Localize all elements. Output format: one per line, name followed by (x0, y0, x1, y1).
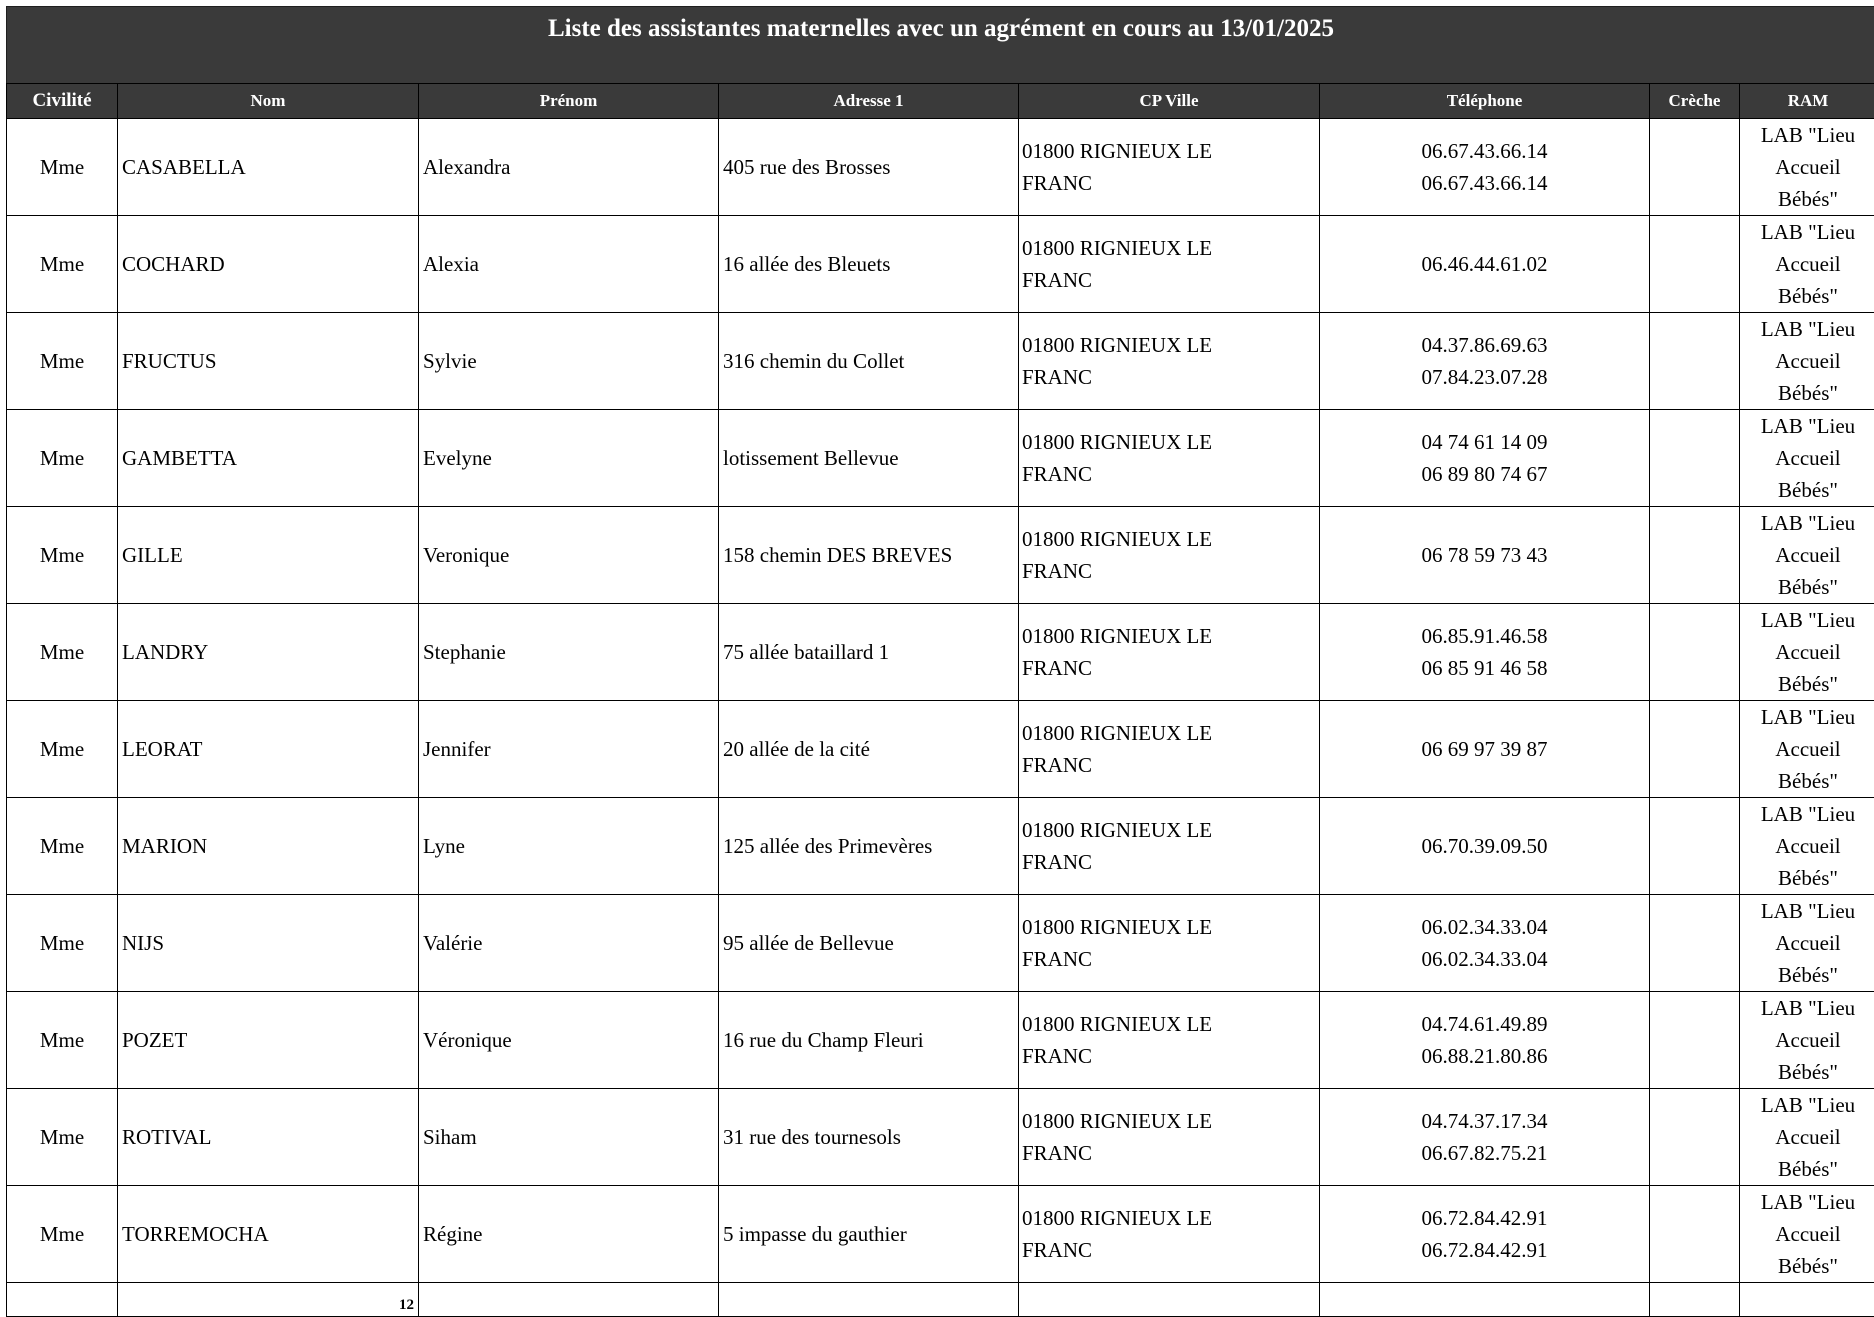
ram-line-1: LAB "Lieu Accueil (1742, 604, 1874, 668)
phone-1: 06 78 59 73 43 (1324, 539, 1645, 571)
cell-creche (1650, 216, 1740, 313)
cell-adresse: 125 allée des Primevères (719, 798, 1019, 895)
childminders-table (6, 83, 1874, 1317)
cell-civilite: Mme (7, 604, 118, 701)
cell-nom: FRUCTUS (118, 313, 419, 410)
header-creche: Crèche (1650, 84, 1740, 119)
cell-adresse: 31 rue des tournesols (719, 1089, 1019, 1186)
cell-nom: MARION (118, 798, 419, 895)
cell-cp-ville (1019, 1089, 1320, 1186)
ram-line-2: Bébés" (1742, 1056, 1874, 1088)
cell-nom: LEORAT (118, 701, 419, 798)
phone-2: 06 89 80 74 67 (1324, 458, 1645, 490)
total-count: 12 (118, 1283, 419, 1317)
cell-cp-ville (1019, 895, 1320, 992)
phone-2: 06.88.21.80.86 (1324, 1040, 1645, 1072)
total-cell (419, 1283, 719, 1317)
phone-2: 06.72.84.42.91 (1324, 1234, 1645, 1266)
cell-prenom: Evelyne (419, 410, 719, 507)
cell-nom: GAMBETTA (118, 410, 419, 507)
cell-telephone (1320, 895, 1650, 992)
cell-telephone (1320, 992, 1650, 1089)
phone-2: 06.67.82.75.21 (1324, 1137, 1645, 1169)
cell-nom: TORREMOCHA (118, 1186, 419, 1283)
cell-telephone (1320, 798, 1650, 895)
cell-telephone (1320, 604, 1650, 701)
table-row (7, 992, 1874, 1089)
cp-line-1: 01800 RIGNIEUX LE (1022, 1105, 1315, 1137)
cp-line-2: FRANC (1022, 943, 1315, 975)
phone-2: 06.67.43.66.14 (1324, 167, 1645, 199)
cell-prenom: Stephanie (419, 604, 719, 701)
ram-line-2: Bébés" (1742, 377, 1874, 409)
table-row (7, 313, 1874, 410)
cp-line-1: 01800 RIGNIEUX LE (1022, 1008, 1315, 1040)
phone-1: 06 69 97 39 87 (1324, 733, 1645, 765)
table-row (7, 119, 1874, 216)
ram-line-2: Bébés" (1742, 1250, 1874, 1282)
cell-civilite: Mme (7, 216, 118, 313)
cp-line-1: 01800 RIGNIEUX LE (1022, 717, 1315, 749)
cp-line-2: FRANC (1022, 1137, 1315, 1169)
cell-creche (1650, 1186, 1740, 1283)
cell-nom: POZET (118, 992, 419, 1089)
cell-cp-ville (1019, 410, 1320, 507)
cell-civilite: Mme (7, 410, 118, 507)
cell-creche (1650, 1089, 1740, 1186)
cell-adresse: 316 chemin du Collet (719, 313, 1019, 410)
cell-civilite: Mme (7, 507, 118, 604)
sheet-title: Liste des assistantes maternelles avec un agrément en cours au 13/01/2025 (6, 6, 1874, 83)
cp-line-1: 01800 RIGNIEUX LE (1022, 329, 1315, 361)
table-row (7, 1186, 1874, 1283)
cell-creche (1650, 507, 1740, 604)
cell-telephone (1320, 1186, 1650, 1283)
cell-ram (1740, 1089, 1874, 1186)
cell-prenom: Alexandra (419, 119, 719, 216)
cell-cp-ville (1019, 119, 1320, 216)
cell-adresse: lotissement Bellevue (719, 410, 1019, 507)
cell-prenom: Sylvie (419, 313, 719, 410)
header-prenom: Prénom (419, 84, 719, 119)
cell-ram (1740, 798, 1874, 895)
cell-telephone (1320, 701, 1650, 798)
header-ram: RAM (1740, 84, 1874, 119)
cell-civilite: Mme (7, 1089, 118, 1186)
phone-1: 06.85.91.46.58 (1324, 620, 1645, 652)
phone-1: 06.46.44.61.02 (1324, 248, 1645, 280)
cell-civilite: Mme (7, 992, 118, 1089)
spreadsheet (6, 6, 1874, 1317)
ram-line-1: LAB "Lieu Accueil (1742, 313, 1874, 377)
ram-line-1: LAB "Lieu Accueil (1742, 507, 1874, 571)
ram-line-2: Bébés" (1742, 862, 1874, 894)
cell-cp-ville (1019, 604, 1320, 701)
phone-1: 06.02.34.33.04 (1324, 911, 1645, 943)
cp-line-2: FRANC (1022, 846, 1315, 878)
table-row (7, 216, 1874, 313)
cell-creche (1650, 410, 1740, 507)
cell-nom: CASABELLA (118, 119, 419, 216)
header-telephone: Téléphone (1320, 84, 1650, 119)
cp-line-1: 01800 RIGNIEUX LE (1022, 426, 1315, 458)
cell-telephone (1320, 507, 1650, 604)
cell-civilite: Mme (7, 119, 118, 216)
phone-2: 06 85 91 46 58 (1324, 652, 1645, 684)
ram-line-2: Bébés" (1742, 474, 1874, 506)
table-row (7, 1089, 1874, 1186)
cell-ram (1740, 1186, 1874, 1283)
cell-adresse: 95 allée de Bellevue (719, 895, 1019, 992)
cell-prenom: Lyne (419, 798, 719, 895)
table-row (7, 410, 1874, 507)
total-cell (7, 1283, 118, 1317)
cp-line-2: FRANC (1022, 361, 1315, 393)
cp-line-2: FRANC (1022, 1234, 1315, 1266)
ram-line-1: LAB "Lieu Accueil (1742, 216, 1874, 280)
cell-creche (1650, 895, 1740, 992)
cell-cp-ville (1019, 701, 1320, 798)
ram-line-2: Bébés" (1742, 1153, 1874, 1185)
cell-telephone (1320, 313, 1650, 410)
cell-ram (1740, 410, 1874, 507)
cell-civilite: Mme (7, 798, 118, 895)
cell-prenom: Valérie (419, 895, 719, 992)
phone-1: 04.74.37.17.34 (1324, 1105, 1645, 1137)
cell-cp-ville (1019, 798, 1320, 895)
cp-line-2: FRANC (1022, 264, 1315, 296)
cell-ram (1740, 216, 1874, 313)
phone-2: 07.84.23.07.28 (1324, 361, 1645, 393)
cell-creche (1650, 798, 1740, 895)
cell-adresse: 405 rue des Brosses (719, 119, 1019, 216)
cell-nom: COCHARD (118, 216, 419, 313)
phone-1: 06.70.39.09.50 (1324, 830, 1645, 862)
cell-prenom: Régine (419, 1186, 719, 1283)
table-row (7, 895, 1874, 992)
cell-creche (1650, 313, 1740, 410)
cell-telephone (1320, 410, 1650, 507)
table-row (7, 604, 1874, 701)
cell-adresse: 5 impasse du gauthier (719, 1186, 1019, 1283)
cell-prenom: Alexia (419, 216, 719, 313)
cp-line-2: FRANC (1022, 555, 1315, 587)
phone-1: 04.74.61.49.89 (1324, 1008, 1645, 1040)
cp-line-1: 01800 RIGNIEUX LE (1022, 135, 1315, 167)
cell-adresse: 20 allée de la cité (719, 701, 1019, 798)
total-cell (719, 1283, 1019, 1317)
total-cell (1650, 1283, 1740, 1317)
cell-creche (1650, 604, 1740, 701)
ram-line-1: LAB "Lieu Accueil (1742, 1186, 1874, 1250)
table-row (7, 701, 1874, 798)
ram-line-1: LAB "Lieu Accueil (1742, 410, 1874, 474)
cell-creche (1650, 119, 1740, 216)
total-row (7, 1283, 1874, 1317)
phone-1: 04.37.86.69.63 (1324, 329, 1645, 361)
phone-2: 06.02.34.33.04 (1324, 943, 1645, 975)
total-cell (1740, 1283, 1874, 1317)
cell-ram (1740, 895, 1874, 992)
cell-cp-ville (1019, 216, 1320, 313)
cell-ram (1740, 604, 1874, 701)
cell-adresse: 16 rue du Champ Fleuri (719, 992, 1019, 1089)
cell-adresse: 75 allée bataillard 1 (719, 604, 1019, 701)
cell-cp-ville (1019, 1186, 1320, 1283)
cp-line-2: FRANC (1022, 167, 1315, 199)
table-row (7, 507, 1874, 604)
cell-prenom: Siham (419, 1089, 719, 1186)
cell-cp-ville (1019, 992, 1320, 1089)
ram-line-2: Bébés" (1742, 668, 1874, 700)
cp-line-2: FRANC (1022, 458, 1315, 490)
cell-nom: ROTIVAL (118, 1089, 419, 1186)
header-nom: Nom (118, 84, 419, 119)
cp-line-2: FRANC (1022, 652, 1315, 684)
phone-1: 06.72.84.42.91 (1324, 1202, 1645, 1234)
cell-civilite: Mme (7, 701, 118, 798)
cp-line-2: FRANC (1022, 1040, 1315, 1072)
header-row (7, 84, 1874, 119)
cell-adresse: 158 chemin DES BREVES (719, 507, 1019, 604)
cell-nom: GILLE (118, 507, 419, 604)
phone-1: 04 74 61 14 09 (1324, 426, 1645, 458)
ram-line-2: Bébés" (1742, 959, 1874, 991)
cell-cp-ville (1019, 507, 1320, 604)
ram-line-1: LAB "Lieu Accueil (1742, 992, 1874, 1056)
ram-line-1: LAB "Lieu Accueil (1742, 1089, 1874, 1153)
ram-line-1: LAB "Lieu Accueil (1742, 798, 1874, 862)
cell-ram (1740, 313, 1874, 410)
cp-line-1: 01800 RIGNIEUX LE (1022, 523, 1315, 555)
cell-civilite: Mme (7, 895, 118, 992)
cell-telephone (1320, 216, 1650, 313)
cell-ram (1740, 701, 1874, 798)
cell-telephone (1320, 1089, 1650, 1186)
ram-line-2: Bébés" (1742, 765, 1874, 797)
cell-creche (1650, 992, 1740, 1089)
ram-line-2: Bébés" (1742, 571, 1874, 603)
ram-line-1: LAB "Lieu Accueil (1742, 119, 1874, 183)
cell-creche (1650, 701, 1740, 798)
cp-line-1: 01800 RIGNIEUX LE (1022, 814, 1315, 846)
ram-line-1: LAB "Lieu Accueil (1742, 701, 1874, 765)
cell-adresse: 16 allée des Bleuets (719, 216, 1019, 313)
cell-civilite: Mme (7, 313, 118, 410)
cell-prenom: Veronique (419, 507, 719, 604)
cp-line-1: 01800 RIGNIEUX LE (1022, 232, 1315, 264)
header-cp-ville: CP Ville (1019, 84, 1320, 119)
total-cell (1019, 1283, 1320, 1317)
cp-line-1: 01800 RIGNIEUX LE (1022, 911, 1315, 943)
header-adresse: Adresse 1 (719, 84, 1019, 119)
cell-telephone (1320, 119, 1650, 216)
total-cell (1320, 1283, 1650, 1317)
cp-line-1: 01800 RIGNIEUX LE (1022, 1202, 1315, 1234)
cell-prenom: Véronique (419, 992, 719, 1089)
table-row (7, 798, 1874, 895)
cell-prenom: Jennifer (419, 701, 719, 798)
phone-1: 06.67.43.66.14 (1324, 135, 1645, 167)
cell-nom: LANDRY (118, 604, 419, 701)
cell-cp-ville (1019, 313, 1320, 410)
ram-line-2: Bébés" (1742, 183, 1874, 215)
cell-ram (1740, 507, 1874, 604)
cell-ram (1740, 119, 1874, 216)
cell-ram (1740, 992, 1874, 1089)
cp-line-1: 01800 RIGNIEUX LE (1022, 620, 1315, 652)
ram-line-1: LAB "Lieu Accueil (1742, 895, 1874, 959)
cell-civilite: Mme (7, 1186, 118, 1283)
header-civilite: Civilité (7, 84, 118, 119)
cell-nom: NIJS (118, 895, 419, 992)
ram-line-2: Bébés" (1742, 280, 1874, 312)
cp-line-2: FRANC (1022, 749, 1315, 781)
